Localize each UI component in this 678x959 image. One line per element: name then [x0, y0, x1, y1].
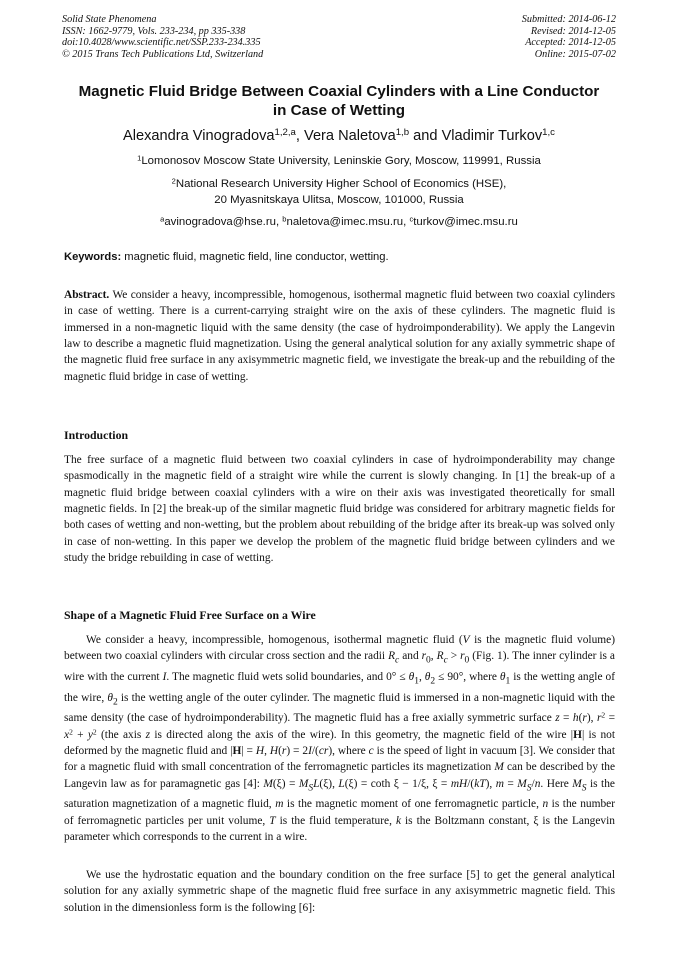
submission-dates — [522, 14, 616, 60]
introduction-paragraph: The free surface of a magnetic fluid between two coaxial cylinders in case of hydroimponderability may change spasmodically in the magnetic field of a straight wire while the current is slowly changing. In [1] the break-up of a magnetic fluid bridge between coaxial cylinders with a wire on their axis was investigated theoretically for small magnetic fields. In [2] the break-up of the similar magnetic fluid bridge was considered for arbitrary magnetic fields for both cases of wetting and non-wetting, but the problem about rebuilding of the bridge after its break-up was solved only in case of non-wetting. In this paper we develop the problem of the magnetic fluid bridge between cylinders and we study the bridge rebuilding in case of wetting. — [64, 454, 615, 565]
issn-line: ISSN: 1662-9779, Vols. 233-234, pp 335-338 — [62, 25, 246, 37]
revised-date: Revised: 2014-12-05 — [530, 25, 616, 37]
affiliation-2-line-2: 20 Myasnitskaya Ulitsa, Moscow, 101000, Russia — [214, 193, 464, 206]
email-marker-a: a — [160, 214, 165, 224]
author-2: Vera Naletova — [304, 128, 396, 144]
journal-name: Solid State Phenomena — [62, 14, 157, 25]
author-separator: , — [295, 128, 305, 144]
submitted-date: Submitted: 2014-06-12 — [521, 14, 616, 25]
shape-paragraph-1: We consider a heavy, incompressible, homogenous, isothermal magnetic fluid (V is the magnetic fluid volume) between two coaxial cylinders with circular cross section and the radii $R_c$ and $r_0$, $R_c > r_0$ (Fig. 1). The inner cylinder is a wire with the current I. The magnetic fluid wets solid boundaries, and $0^\circ \le \theta_1$, $\theta_2 \le 90^\circ$, where $\theta_1$ is the wetting angle of the wire, $\theta_2$ is the wetting angle of the outer cylinder. The magnetic fluid is immersed in a non-magnetic liquid with the same density (the case of hydroimponderability). The magnetic fluid has a free axially symmetric surface z = h(r), $r^2 = x^2 + y^2$ (the axis z is directed along the axis of the wire). In this geometry, the magnetic field of the wire |H| is not deformed by the magnetic fluid and |H| = H, H(r) = 2I/(cr), where c is the speed of light in vacuum [3]. We consider that for a magnetic fluid with small concentration of the ferromagnetic particles its magnetization M can be described by the Langevin law as for paramagnetic gas [4]: $M(\xi) = M_SL(\xi)$, L(ξ) = coth ξ − 1/ξ, ξ = mH/(kT), $m = M_S/n$. Here $M_S$ is the saturation magnetization of a magnetic fluid, m is the magnetic moment of one ferromagnetic particle, n is the number of ferromagnetic particles per unit volume, T is the fluid temperature, k is the Boltzmann constant, ξ is the Langevin parameter which corresponds to the current in a wire. — [64, 634, 616, 843]
keywords — [64, 250, 624, 264]
doi-line: doi:10.4028/www.scientific.net/SSP.233-234.335 — [62, 37, 261, 49]
section-heading-shape: Shape of a Magnetic Fluid Free Surface on a Wire — [64, 608, 316, 622]
title-line-1: Magnetic Fluid Bridge Between Coaxial Cylinders with a Line Conductor — [78, 83, 600, 100]
email-c: turkov@imec.msu.ru — [413, 216, 518, 228]
shape-paragraph-2: We use the hydrostatic equation and the boundary condition on the free surface [5] to get the general analytical solution for any axially symmetric shape of the magnetic fluid free surface in any axisymmetric magnetic field. This solution in the dimensionless form is the following [6]: — [64, 869, 615, 914]
email-marker-b: b — [282, 214, 287, 224]
author-3: Vladimir Turkov — [441, 128, 543, 144]
email-b: naletova@imec.msu.ru, — [286, 216, 410, 228]
paper-title — [52, 82, 626, 120]
email-list — [40, 215, 638, 231]
author-1-affil: 1,2,a — [274, 127, 296, 139]
online-date: Online: 2015-07-02 — [534, 48, 616, 60]
affiliation-1-marker: 1 — [137, 153, 142, 163]
affiliation-1 — [40, 154, 638, 170]
accepted-date: Accepted: 2014-12-05 — [525, 37, 616, 49]
author-2-affil: 1,b — [395, 127, 410, 139]
abstract — [64, 287, 615, 385]
copyright-line: © 2015 Trans Tech Publications Ltd, Switzerland — [62, 48, 264, 60]
affiliation-1-text: Lomonosov Moscow State University, Leninskie Gory, Moscow, 119991, Russia — [141, 155, 541, 167]
keywords-label: Keywords: — [64, 251, 122, 263]
email-a: avinogradova@hse.ru, — [164, 216, 283, 228]
title-line-2: in Case of Wetting — [272, 102, 406, 119]
section-heading-introduction: Introduction — [64, 428, 129, 442]
author-1: Alexandra Vinogradova — [123, 128, 275, 144]
abstract-label: Abstract. — [64, 289, 110, 301]
journal-info — [62, 14, 263, 60]
author-list — [40, 127, 638, 145]
abstract-text: We consider a heavy, incompressible, homogenous, isothermal magnetic fluid between two coaxial cylinders in case of wetting. There is a current-carrying straight wire on the axis of these cylinders. The magnetic fluid is immersed in a non-magnetic liquid with the same density (the case of hydroimponderability). We apply the Langevin law to describe a magnetic fluid magnetization. Using the general analytical solution for any axially symmetric shape of the magnetic fluid free surface in any axisymmetric magnetic field, we investigate the break-up and the rebuilding of the magnetic fluid bridge in case of wetting. — [64, 289, 615, 383]
affiliation-2-line-1: National Research University Higher School of Economics (HSE), — [175, 178, 507, 190]
affiliation-2-marker: 2 — [171, 176, 176, 186]
keywords-text: magnetic fluid, magnetic field, line conductor, wetting. — [121, 251, 389, 263]
email-marker-c: c — [409, 214, 414, 224]
affiliation-2 — [40, 177, 638, 208]
author-separator: and — [409, 128, 442, 144]
author-3-affil: 1,c — [542, 127, 555, 139]
